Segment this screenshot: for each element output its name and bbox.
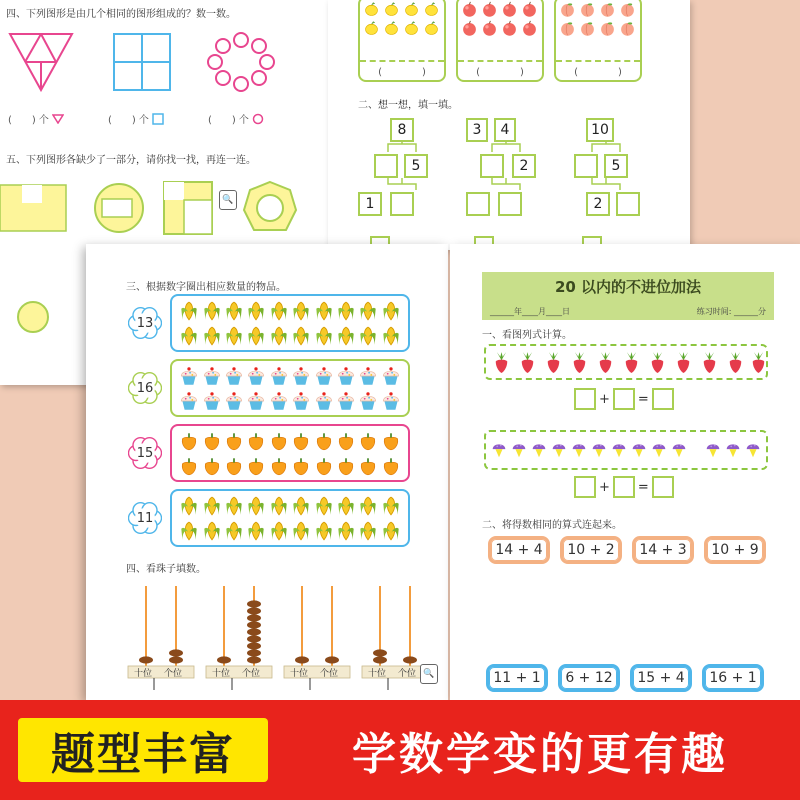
corn-icon <box>290 300 312 322</box>
cupcake-icon <box>313 390 335 412</box>
peach-icon <box>559 1 576 18</box>
yellow-circle-piece[interactable] <box>16 300 50 334</box>
peach-answer[interactable]: ( ) <box>556 60 640 78</box>
expression-pill-top[interactable] <box>704 536 766 564</box>
radish-icon <box>698 351 721 374</box>
expression-pill-bottom[interactable] <box>486 664 548 692</box>
target-number: 13 <box>136 315 154 331</box>
pepper-icon <box>268 430 290 452</box>
pepper-icon <box>357 455 379 477</box>
target-number: 15 <box>136 445 154 461</box>
corn-icon <box>313 325 335 347</box>
expression-text: 14 + 3 <box>639 542 687 558</box>
apple-box <box>456 0 544 82</box>
radish-icon <box>747 351 770 374</box>
mushroom-icon <box>570 441 588 459</box>
mushroom-icon <box>490 441 508 459</box>
question-3-heading: 三、根据数字圈出相应数量的物品。 <box>126 282 286 293</box>
corn-icon <box>178 495 200 517</box>
radish-row <box>484 344 768 380</box>
circle-icon <box>252 113 264 125</box>
mushroom-icon <box>510 441 528 459</box>
peach-icon <box>599 20 616 37</box>
question-2-heading: 二、将得数相同的算式连起来。 <box>482 520 622 531</box>
sum-box[interactable] <box>652 476 674 498</box>
square-icon <box>152 113 164 125</box>
pepper-icon <box>223 430 245 452</box>
corn-icon <box>245 300 267 322</box>
cupcake-icon <box>245 390 267 412</box>
question-1-heading: 一、看图列式计算。 <box>482 330 572 341</box>
answer-paren[interactable]: ( ) <box>108 115 136 126</box>
peach-box <box>554 0 642 82</box>
radish-icon <box>646 351 669 374</box>
cupcake-icon <box>380 365 402 387</box>
cupcake-icon <box>223 390 245 412</box>
corn-icon <box>313 300 335 322</box>
corn-icon <box>178 520 200 542</box>
cupcake-icon <box>357 390 379 412</box>
cupcake-icon <box>290 390 312 412</box>
radish-icon <box>620 351 643 374</box>
ones-label: 个位 <box>164 669 183 679</box>
corn-icon <box>313 495 335 517</box>
corn-icon <box>335 495 357 517</box>
equals-sign: = <box>637 391 649 407</box>
mushroom-group-left <box>490 441 688 459</box>
unit-label: 个 <box>238 115 249 126</box>
ones-label: 个位 <box>320 669 339 679</box>
lemon-icon <box>403 20 420 37</box>
cupcake-icon <box>357 365 379 387</box>
lemon-answer[interactable]: ( ) <box>360 60 444 78</box>
radish-group-right <box>747 351 770 374</box>
corn-icon <box>201 300 223 322</box>
question-2-heading: 二、想一想，填一填。 <box>358 100 458 111</box>
cupcake-icon <box>223 365 245 387</box>
corn-icon <box>223 300 245 322</box>
lemon-icon <box>403 1 420 18</box>
expression-text: 16 + 1 <box>709 670 757 686</box>
lemon-icon <box>383 1 400 18</box>
tree-blank[interactable] <box>466 192 490 216</box>
expression-text: 11 + 1 <box>493 670 541 686</box>
practice-time-field[interactable]: 练习时间: ______分 <box>696 307 766 316</box>
tree-top: 4 <box>494 118 516 142</box>
rectangle-missing-part <box>0 183 68 233</box>
number-flower <box>128 501 162 535</box>
addend-box[interactable] <box>574 388 596 410</box>
item-row-corn[interactable] <box>170 489 410 547</box>
mushroom-icon <box>610 441 628 459</box>
expression-text: 10 + 9 <box>711 542 759 558</box>
radish-group-left <box>490 351 747 374</box>
lemon-icon <box>423 20 440 37</box>
triangle-figure <box>6 30 76 96</box>
lemon-icon <box>363 20 380 37</box>
corn-icon <box>201 520 223 542</box>
mushroom-row <box>484 430 768 470</box>
peach-icon <box>619 20 636 37</box>
cupcake-icon <box>245 365 267 387</box>
addend-box[interactable] <box>574 476 596 498</box>
cupcake-icon <box>335 365 357 387</box>
triangle-icon <box>52 114 64 124</box>
worksheet-page-addition <box>450 244 800 700</box>
tree-value: 2 <box>512 154 536 178</box>
question-5-heading: 五、下列图形各缺少了一部分，请你找一找，再连一连。 <box>6 155 256 166</box>
worksheet-page-counting <box>86 244 448 700</box>
expression-pill-top[interactable] <box>632 536 694 564</box>
corn-icon <box>245 325 267 347</box>
lemon-icon <box>423 1 440 18</box>
expression-text: 14 + 4 <box>495 542 543 558</box>
tens-label: 十位 <box>368 669 387 679</box>
apple-icon <box>521 1 538 18</box>
peach-icon <box>579 1 596 18</box>
ones-label: 个位 <box>398 669 417 679</box>
pepper-icon <box>245 455 267 477</box>
item-row-pepper[interactable] <box>170 424 410 482</box>
apple-icon <box>521 20 538 37</box>
promo-banner <box>0 700 800 800</box>
peach-icon <box>599 1 616 18</box>
pepper-icon <box>357 430 379 452</box>
addend-box[interactable] <box>613 388 635 410</box>
number-flower <box>128 371 162 405</box>
corn-icon <box>335 520 357 542</box>
radish-icon <box>568 351 591 374</box>
lemon-box <box>358 0 446 82</box>
square-figure <box>112 32 172 92</box>
corn-icon <box>268 300 290 322</box>
corn-icon <box>357 520 379 542</box>
corn-icon <box>335 325 357 347</box>
tree-blank[interactable] <box>498 192 522 216</box>
corn-icon <box>223 520 245 542</box>
corn-icon <box>380 520 402 542</box>
item-row-cupcake[interactable] <box>170 359 410 417</box>
radish-icon <box>516 351 539 374</box>
expression-text: 6 + 12 <box>565 670 613 686</box>
number-flower <box>128 436 162 470</box>
peach-icon <box>619 1 636 18</box>
sum-box[interactable] <box>652 388 674 410</box>
lemon-icon <box>383 20 400 37</box>
apple-icon <box>481 20 498 37</box>
circle-missing-part <box>92 181 146 235</box>
pepper-icon <box>268 455 290 477</box>
apple-answer[interactable]: ( ) <box>458 60 542 78</box>
answer-circle-count <box>208 111 264 126</box>
pepper-icon <box>335 430 357 452</box>
expression-pill-bottom[interactable] <box>558 664 620 692</box>
tree-blank[interactable] <box>480 154 504 178</box>
answer-paren[interactable]: ( ) <box>8 115 36 126</box>
cupcake-icon <box>290 365 312 387</box>
cupcake-icon <box>268 365 290 387</box>
worksheet-page-number-trees <box>328 0 690 250</box>
corn-icon <box>290 325 312 347</box>
circle-ring-figure <box>206 32 276 92</box>
cupcake-icon <box>201 390 223 412</box>
date-field[interactable]: ______年____月____日 <box>490 307 570 316</box>
tree-blank[interactable] <box>574 154 598 178</box>
pepper-icon <box>178 455 200 477</box>
banner-badge: 题型丰富 <box>18 718 268 782</box>
corn-icon <box>245 520 267 542</box>
tree-value: 5 <box>404 154 428 178</box>
corn-icon <box>313 520 335 542</box>
tree-top: 3 <box>466 118 488 142</box>
pepper-icon <box>380 430 402 452</box>
mushroom-icon <box>530 441 548 459</box>
square-missing-part <box>162 180 214 236</box>
corn-icon <box>223 495 245 517</box>
mushroom-icon <box>650 441 668 459</box>
expression-pill-bottom[interactable] <box>630 664 692 692</box>
expression-pill-bottom[interactable] <box>702 664 764 692</box>
corn-icon <box>357 300 379 322</box>
mushroom-icon <box>670 441 688 459</box>
apple-icon <box>461 1 478 18</box>
plus-sign: + <box>599 479 610 495</box>
heptagon-missing-part <box>242 180 298 236</box>
corn-icon <box>290 520 312 542</box>
radish-icon <box>724 351 747 374</box>
radish-icon <box>594 351 617 374</box>
tree-value: 1 <box>358 192 382 216</box>
cupcake-icon <box>335 390 357 412</box>
cupcake-icon <box>313 365 335 387</box>
addend-box[interactable] <box>613 476 635 498</box>
corn-icon <box>178 300 200 322</box>
expression-text: 10 + 2 <box>567 542 615 558</box>
cupcake-icon <box>201 365 223 387</box>
tens-label: 十位 <box>212 669 231 679</box>
target-number: 16 <box>136 380 154 396</box>
magnifier-icon: 🔍 <box>219 190 237 210</box>
corn-icon <box>357 325 379 347</box>
equation-2 <box>574 476 674 498</box>
plus-sign: + <box>599 391 610 407</box>
equation-1 <box>574 388 674 410</box>
item-row-corn[interactable] <box>170 294 410 352</box>
tree-value: 2 <box>586 192 610 216</box>
corn-icon <box>268 325 290 347</box>
cupcake-icon <box>268 390 290 412</box>
page-title: 20 以内的不进位加法 <box>554 278 702 296</box>
peach-icon <box>559 20 576 37</box>
cupcake-icon <box>178 390 200 412</box>
pepper-icon <box>223 455 245 477</box>
tree-value: 5 <box>604 154 628 178</box>
pepper-icon <box>178 430 200 452</box>
number-flower <box>128 306 162 340</box>
cupcake-icon <box>178 365 200 387</box>
corn-icon <box>380 300 402 322</box>
mushroom-icon <box>704 441 722 459</box>
banner-slogan: 学数学变的更有趣 <box>352 729 728 780</box>
apple-icon <box>501 20 518 37</box>
answer-paren[interactable]: ( ) <box>208 115 236 126</box>
corn-icon <box>380 495 402 517</box>
question-4-heading: 四、下列图形是由几个相同的图形组成的？数一数。 <box>6 9 236 20</box>
cupcake-icon <box>380 390 402 412</box>
mushroom-icon <box>744 441 762 459</box>
apple-icon <box>461 20 478 37</box>
corn-icon <box>268 520 290 542</box>
magnifier-icon: 🔍 <box>420 664 438 684</box>
mushroom-group-right <box>704 441 762 459</box>
answer-square-count <box>108 111 164 126</box>
mushroom-icon <box>590 441 608 459</box>
corn-icon <box>290 495 312 517</box>
expression-text: 15 + 4 <box>637 670 685 686</box>
radish-icon <box>672 351 695 374</box>
corn-icon <box>357 495 379 517</box>
radish-icon <box>542 351 565 374</box>
equals-sign: = <box>637 479 649 495</box>
apple-icon <box>501 1 518 18</box>
answer-triangle-count <box>8 111 64 126</box>
tree-blank[interactable] <box>616 192 640 216</box>
pepper-icon <box>380 455 402 477</box>
pepper-icon <box>313 430 335 452</box>
corn-icon <box>201 325 223 347</box>
expression-pill-top[interactable] <box>488 536 550 564</box>
title-band <box>482 272 774 320</box>
corn-icon <box>268 495 290 517</box>
ones-label: 个位 <box>242 669 261 679</box>
mushroom-icon <box>724 441 742 459</box>
pepper-icon <box>335 455 357 477</box>
pepper-icon <box>313 455 335 477</box>
target-number: 11 <box>136 510 154 526</box>
corn-icon <box>380 325 402 347</box>
corn-icon <box>223 325 245 347</box>
pepper-icon <box>245 430 267 452</box>
peach-icon <box>579 20 596 37</box>
mushroom-icon <box>550 441 568 459</box>
pepper-icon <box>290 430 312 452</box>
tens-label: 十位 <box>290 669 309 679</box>
corn-icon <box>335 300 357 322</box>
question-4-abacus-heading: 四、看珠子填数。 <box>126 564 206 575</box>
unit-label: 个 <box>138 115 149 126</box>
pepper-icon <box>290 455 312 477</box>
pepper-icon <box>201 455 223 477</box>
tens-label: 十位 <box>134 669 153 679</box>
tree-blank[interactable] <box>374 154 398 178</box>
expression-pill-top[interactable] <box>560 536 622 564</box>
tree-top: 8 <box>390 118 414 142</box>
corn-icon <box>245 495 267 517</box>
mushroom-icon <box>630 441 648 459</box>
tree-top: 10 <box>586 118 614 142</box>
corn-icon <box>178 325 200 347</box>
corn-icon <box>201 495 223 517</box>
lemon-icon <box>363 1 380 18</box>
pepper-icon <box>201 430 223 452</box>
unit-label: 个 <box>38 115 49 126</box>
radish-icon <box>490 351 513 374</box>
tree-blank[interactable] <box>390 192 414 216</box>
apple-icon <box>481 1 498 18</box>
